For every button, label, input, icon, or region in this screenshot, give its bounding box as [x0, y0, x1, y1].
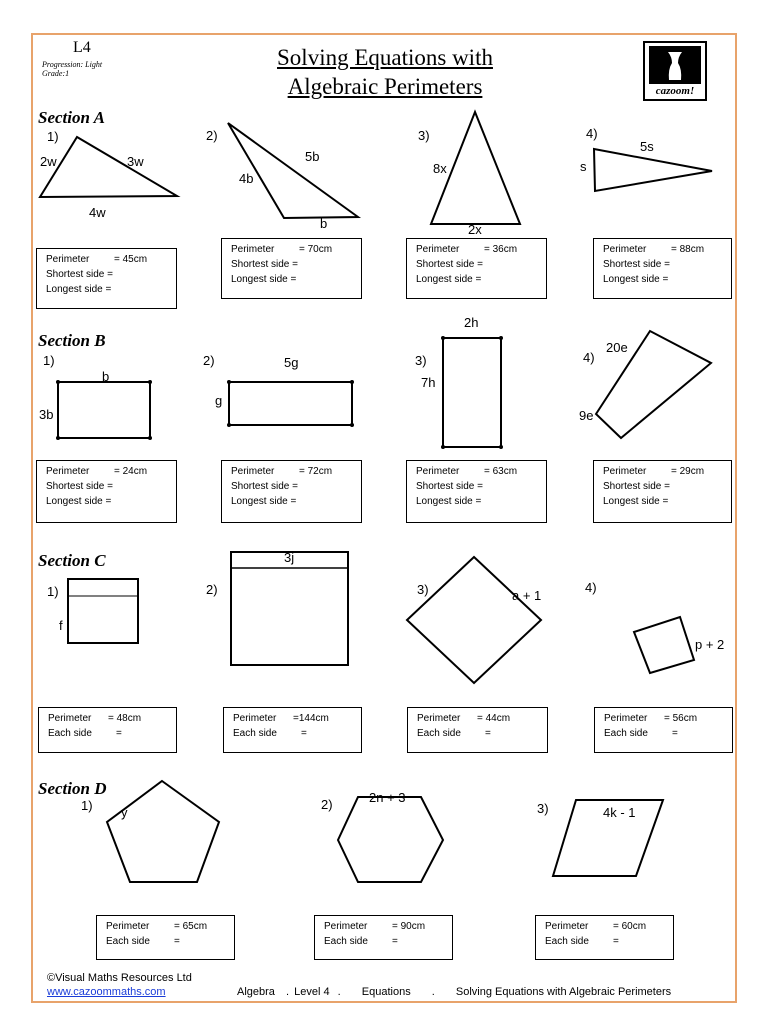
rectangle-b3: [443, 338, 501, 447]
side-label: f: [59, 618, 63, 633]
perimeter-value: = 24cm: [114, 466, 148, 477]
each-side-equals: =: [174, 936, 180, 947]
question-number: 2): [321, 797, 333, 812]
question-number: 3): [417, 582, 429, 597]
side-label: 3j: [284, 550, 295, 565]
each-side-label: Each side: [48, 728, 92, 739]
answer-box: [593, 460, 732, 523]
perimeter-label: Perimeter: [48, 713, 92, 724]
each-side-equals: =: [613, 936, 619, 947]
side-label: 2n + 3: [369, 790, 406, 805]
side-label: 4b: [239, 171, 254, 186]
perimeter-value: = 44cm: [477, 713, 511, 724]
shortest-side-row[interactable]: Shortest side =: [231, 259, 298, 270]
perimeter-label: Perimeter: [231, 466, 275, 477]
breadcrumb-separator: .: [285, 986, 290, 998]
question-number: 1): [47, 129, 59, 144]
square-c2: [231, 552, 348, 665]
section-b-label: Section B: [38, 331, 106, 350]
triangle-a4: [594, 149, 712, 191]
side-label: 8x: [433, 161, 447, 176]
perimeter-value: = 45cm: [114, 254, 148, 265]
question-number: 1): [47, 584, 59, 599]
shortest-side-row[interactable]: Shortest side =: [416, 481, 483, 492]
section-c-label: Section C: [38, 551, 106, 570]
side-label: 3w: [127, 154, 144, 169]
shortest-side-row[interactable]: Shortest side =: [46, 269, 113, 280]
perimeter-value: = 29cm: [671, 466, 705, 477]
question-number: 2): [206, 582, 218, 597]
question-number: 4): [583, 350, 595, 365]
perimeter-label: Perimeter: [603, 466, 647, 477]
answer-box: [593, 238, 732, 299]
perimeter-value: = 56cm: [664, 713, 698, 724]
side-label: 3b: [39, 407, 54, 422]
side-label: 5s: [640, 139, 654, 154]
each-side-label: Each side: [604, 728, 648, 739]
website-link[interactable]: www.cazoommaths.com: [47, 986, 166, 998]
perimeter-value: = 60cm: [613, 921, 647, 932]
shortest-side-row[interactable]: Shortest side =: [603, 481, 670, 492]
perimeter-label: Perimeter: [545, 921, 589, 932]
answer-box: [406, 238, 547, 299]
answer-box: [407, 707, 548, 753]
side-label: 7h: [421, 375, 436, 390]
answer-box: [223, 707, 362, 753]
each-side-equals: =: [301, 728, 307, 739]
answer-box: [221, 460, 362, 523]
longest-side-row[interactable]: Longest side =: [46, 496, 112, 507]
side-label: p + 2: [695, 637, 725, 652]
perimeter-value: = 70cm: [299, 244, 333, 255]
grade-text: Grade:1: [42, 69, 70, 78]
question-number: 2): [203, 353, 215, 368]
side-label: 2h: [464, 315, 479, 330]
each-side-row[interactable]: [48, 726, 176, 741]
copyright-text: ©Visual Maths Resources Ltd: [47, 972, 192, 984]
square-c4: [634, 617, 694, 673]
each-side-row[interactable]: [233, 726, 361, 741]
hexagon-d2: [338, 797, 443, 882]
side-label: b: [320, 216, 328, 231]
answer-box: [36, 460, 177, 523]
perimeter-label: Perimeter: [416, 244, 460, 255]
perimeter-label: Perimeter: [46, 254, 90, 265]
each-side-label: Each side: [417, 728, 461, 739]
perimeter-label: Perimeter: [603, 244, 647, 255]
shortest-side-row[interactable]: Shortest side =: [603, 259, 670, 270]
each-side-equals: =: [392, 936, 398, 947]
answer-box: [406, 460, 547, 523]
perimeter-value: =144cm: [293, 713, 329, 724]
question-number: 1): [81, 798, 93, 813]
longest-side-row[interactable]: Longest side =: [603, 274, 669, 285]
each-side-row[interactable]: [106, 934, 234, 949]
perimeter-label: Perimeter: [46, 466, 90, 477]
level-label: L4: [73, 39, 91, 56]
side-label: 4w: [89, 205, 106, 220]
longest-side-row[interactable]: Longest side =: [416, 274, 482, 285]
each-side-label: Each side: [233, 728, 277, 739]
breadcrumb-separator: .: [337, 986, 341, 998]
section-d-label: Section D: [38, 779, 107, 798]
side-label: y: [121, 805, 128, 820]
side-label: b: [102, 369, 110, 384]
progression-text: Progression: Light: [42, 60, 103, 69]
perimeter-value: = 36cm: [484, 244, 518, 255]
side-label: 5g: [284, 355, 299, 370]
each-side-row[interactable]: [324, 934, 452, 949]
shortest-side-row[interactable]: Shortest side =: [416, 259, 483, 270]
perimeter-label: Perimeter: [604, 713, 648, 724]
each-side-row[interactable]: [545, 934, 673, 949]
perimeter-label: Perimeter: [106, 921, 150, 932]
perimeter-label: Perimeter: [231, 244, 275, 255]
perimeter-label: Perimeter: [233, 713, 277, 724]
perimeter-label: Perimeter: [416, 466, 460, 477]
perimeter-value: = 63cm: [484, 466, 518, 477]
side-label: 9e: [579, 408, 594, 423]
question-number: 4): [586, 126, 598, 141]
longest-side-row[interactable]: Longest side =: [46, 284, 112, 295]
answer-box: [96, 915, 235, 960]
perimeter-value: = 88cm: [671, 244, 705, 255]
pentagon-d1: [107, 781, 219, 882]
section-a-label: Section A: [38, 108, 105, 127]
answer-box: [535, 915, 674, 960]
diamond-c3: [407, 557, 541, 683]
side-label: 2w: [40, 154, 57, 169]
question-number: 3): [418, 128, 430, 143]
longest-side-row[interactable]: Longest side =: [231, 274, 297, 285]
rectangle-b2: [229, 382, 352, 425]
answer-box: [36, 248, 177, 309]
perimeter-label: Perimeter: [324, 921, 368, 932]
logo-text: cazoom!: [655, 85, 695, 97]
side-label: s: [580, 159, 587, 174]
breadcrumb-level: Level 4: [294, 986, 330, 998]
perimeter-value: = 72cm: [299, 466, 333, 477]
footer-breadcrumb: [237, 986, 673, 998]
breadcrumb-worksheet: Solving Equations with Algebraic Perimeters: [455, 986, 672, 998]
side-label: 2x: [468, 222, 482, 237]
perimeter-label: Perimeter: [417, 713, 461, 724]
answer-box: [594, 707, 733, 753]
question-number: 1): [43, 353, 55, 368]
side-label: 5b: [305, 149, 320, 164]
triangle-a1: [40, 137, 177, 197]
side-label: a + 1: [512, 588, 542, 603]
each-side-row[interactable]: [417, 726, 547, 741]
each-side-equals: =: [485, 728, 491, 739]
square-c1: [68, 579, 138, 643]
breadcrumb-separator: .: [431, 986, 435, 998]
each-side-equals: =: [672, 728, 678, 739]
title-line-1: Solving Equations with: [277, 45, 493, 70]
answer-box: [221, 238, 362, 299]
perimeter-value: = 65cm: [174, 921, 208, 932]
each-side-row[interactable]: [604, 726, 732, 741]
each-side-label: Each side: [106, 936, 150, 947]
question-number: 4): [585, 580, 597, 595]
side-label: g: [215, 393, 223, 408]
each-side-equals: =: [116, 728, 122, 739]
longest-side-row[interactable]: Longest side =: [416, 496, 482, 507]
answer-box: [38, 707, 177, 753]
breadcrumb-topic: Algebra: [237, 986, 275, 998]
question-number: 3): [415, 353, 427, 368]
longest-side-row[interactable]: Longest side =: [603, 496, 669, 507]
answer-box: [314, 915, 453, 960]
each-side-label: Each side: [545, 936, 589, 947]
each-side-label: Each side: [324, 936, 368, 947]
perimeter-value: = 90cm: [392, 921, 426, 932]
perimeter-value: = 48cm: [108, 713, 142, 724]
shortest-side-row[interactable]: Shortest side =: [46, 481, 113, 492]
side-label: 4k - 1: [603, 805, 636, 820]
breadcrumb-subtopic: Equations: [361, 986, 411, 998]
side-label: 20e: [606, 340, 628, 355]
rectangle-b1: [58, 382, 150, 438]
question-number: 2): [206, 128, 218, 143]
longest-side-row[interactable]: Longest side =: [231, 496, 297, 507]
shortest-side-row[interactable]: Shortest side =: [231, 481, 298, 492]
title-line-2: Algebraic Perimeters: [287, 74, 483, 99]
question-number: 3): [537, 801, 549, 816]
